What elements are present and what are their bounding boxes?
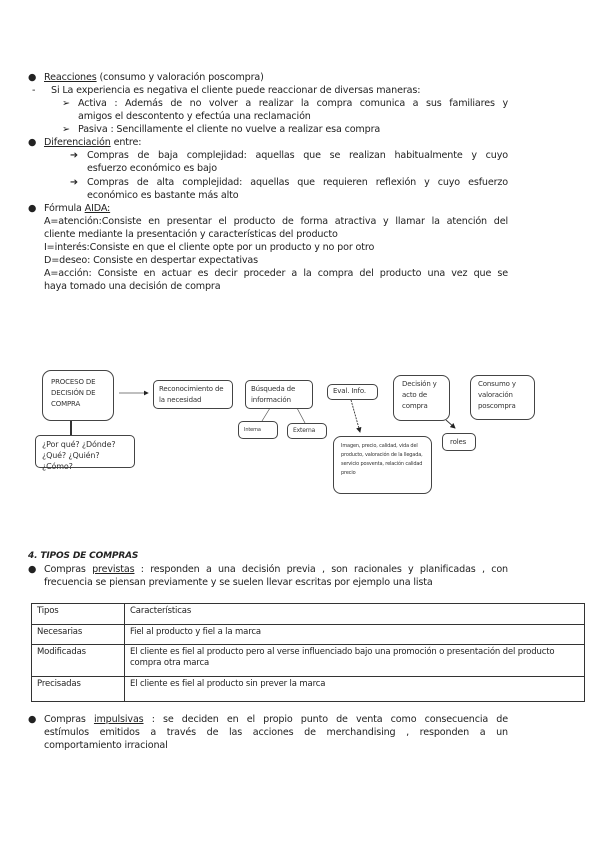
interna-box: Interna xyxy=(238,421,278,439)
bullet: ● xyxy=(28,203,37,214)
preguntas-line2: ¿Qué? ¿Quién? ¿Cómo? xyxy=(42,451,100,471)
line-connector xyxy=(262,408,270,421)
impulsivas-line2: estímulos emitidos a través de las acciones de merchandising , responden a un xyxy=(44,727,508,738)
table-row xyxy=(32,625,585,645)
diferenciacion-rest: entre: xyxy=(110,137,142,148)
externa-box: Externa xyxy=(287,423,327,439)
bullet: ● xyxy=(28,72,37,83)
busqueda-box: Búsqueda de información xyxy=(245,380,313,409)
previstas-text: : responden a una decisión previa , son racionales y planificadas , con xyxy=(134,564,508,575)
bullet: ● xyxy=(28,714,37,725)
section-heading: 4. TIPOS DE COMPRAS xyxy=(28,551,139,561)
previstas-title: previstas xyxy=(92,564,135,575)
aida-pre: Fórmula xyxy=(44,203,85,214)
previstas-line1 xyxy=(44,563,508,576)
bullet: ● xyxy=(28,137,37,148)
impulsivas-title: impulsivas xyxy=(93,714,144,725)
aida-title: AIDA: xyxy=(84,203,111,214)
aida-deseo: D=deseo: Consiste en despertar expectativas xyxy=(44,255,258,266)
reconocimiento-box: Reconocimiento de la necesidad xyxy=(153,380,233,409)
bullet: ● xyxy=(28,564,37,575)
eval-detail-box: Imagen, precio, calidad, vida del producto, valoración de la llegada, servicio posventa, relación calidad precio xyxy=(333,436,432,494)
table-cell: Necesarias xyxy=(32,625,125,645)
table-cell: El cliente es fiel al producto sin prever la marca xyxy=(125,677,585,702)
table-cell: Modificadas xyxy=(32,645,125,677)
reacciones-title: Reacciones xyxy=(44,72,97,83)
alta-line1: Compras de alta complejidad: aquellas que requieren reflexión y cuyo esfuerzo xyxy=(87,177,508,188)
alta-line2: económico es bastante más alto xyxy=(87,190,239,201)
aida-atencion-line1: A=atención:Consiste en presentar el producto de forma atractiva y llamar la atención del xyxy=(44,216,508,227)
activa-line2: amigos el descontento y efectúa una reclamación xyxy=(78,111,311,122)
aida-atencion-line2: cliente mediante la presentación y características del producto xyxy=(44,229,338,240)
preguntas-line1: ¿Por qué? ¿Dónde? xyxy=(42,440,116,449)
impulsivas-line1 xyxy=(44,713,508,726)
aida-accion-line2: haya tomado una decisión de compra xyxy=(44,281,221,292)
line-connector xyxy=(297,408,305,423)
pasiva-line: Pasiva : Sencillamente el cliente no vuelve a realizar esa compra xyxy=(78,124,381,135)
previstas-line2: frecuencia se piensan previamente y se suelen llevar escritas por ejemplo una lista xyxy=(44,577,433,588)
baja-line2: esfuerzo económico es bajo xyxy=(87,163,217,174)
tipos-table xyxy=(31,603,585,702)
table-cell: Precisadas xyxy=(32,677,125,702)
arrowhead-bullet: ➢ xyxy=(62,98,70,109)
arrow-bullet: ➔ xyxy=(70,177,78,188)
impulsivas-text: : se deciden en el propio punto de venta como consecuencia de xyxy=(143,714,508,725)
baja-line1: Compras de baja complejidad: aquellas que se realizan habitualmente y cuyo xyxy=(87,150,508,161)
reacciones-rest: (consumo y valoración poscompra) xyxy=(96,72,264,83)
table-cell: El cliente es fiel al producto pero al verse influenciado bajo una promoción o presentación del producto compra otra marca xyxy=(125,645,585,677)
header-cell: Características xyxy=(125,604,585,625)
table-cell: Fiel al producto y fiel a la marca xyxy=(125,625,585,645)
table-row xyxy=(32,645,585,677)
arrow-bullet: ➔ xyxy=(70,150,78,161)
aida-accion-line1: A=acción: Consiste en actuar es decir proceder a la compra del producto una vez que se xyxy=(44,268,508,279)
aida-interes: I=interés:Consiste en que el cliente opte por un producto y no por otro xyxy=(44,242,375,253)
consumo-box: Consumo y valoración poscompra xyxy=(470,375,535,420)
activa-line1: Activa : Además de no volver a realizar la compra comunica a sus familiares y xyxy=(78,98,508,109)
header-cell: Tipos xyxy=(32,604,125,625)
dash: - xyxy=(32,85,36,96)
diferenciacion-title: Diferenciación xyxy=(44,137,111,148)
arrowhead-bullet: ➢ xyxy=(62,124,70,135)
decision-box: Decisión y acto de compra xyxy=(393,375,450,421)
previstas-pre: Compras xyxy=(44,564,93,575)
table-header-row xyxy=(32,604,585,625)
proceso-box: PROCESO DE DECISIÓN DE COMPRA xyxy=(42,370,114,421)
eval-box: Eval. Info. xyxy=(327,384,378,400)
reacciones-intro: Si La experiencia es negativa el cliente puede reaccionar de diversas maneras: xyxy=(51,85,421,96)
impulsivas-pre: Compras xyxy=(44,714,94,725)
table-row xyxy=(32,677,585,702)
roles-box: roles xyxy=(442,433,476,451)
preguntas-box xyxy=(35,435,135,471)
arrow-connector xyxy=(446,420,455,428)
impulsivas-line3: comportamiento irracional xyxy=(44,740,168,751)
arrow-connector xyxy=(351,400,360,432)
